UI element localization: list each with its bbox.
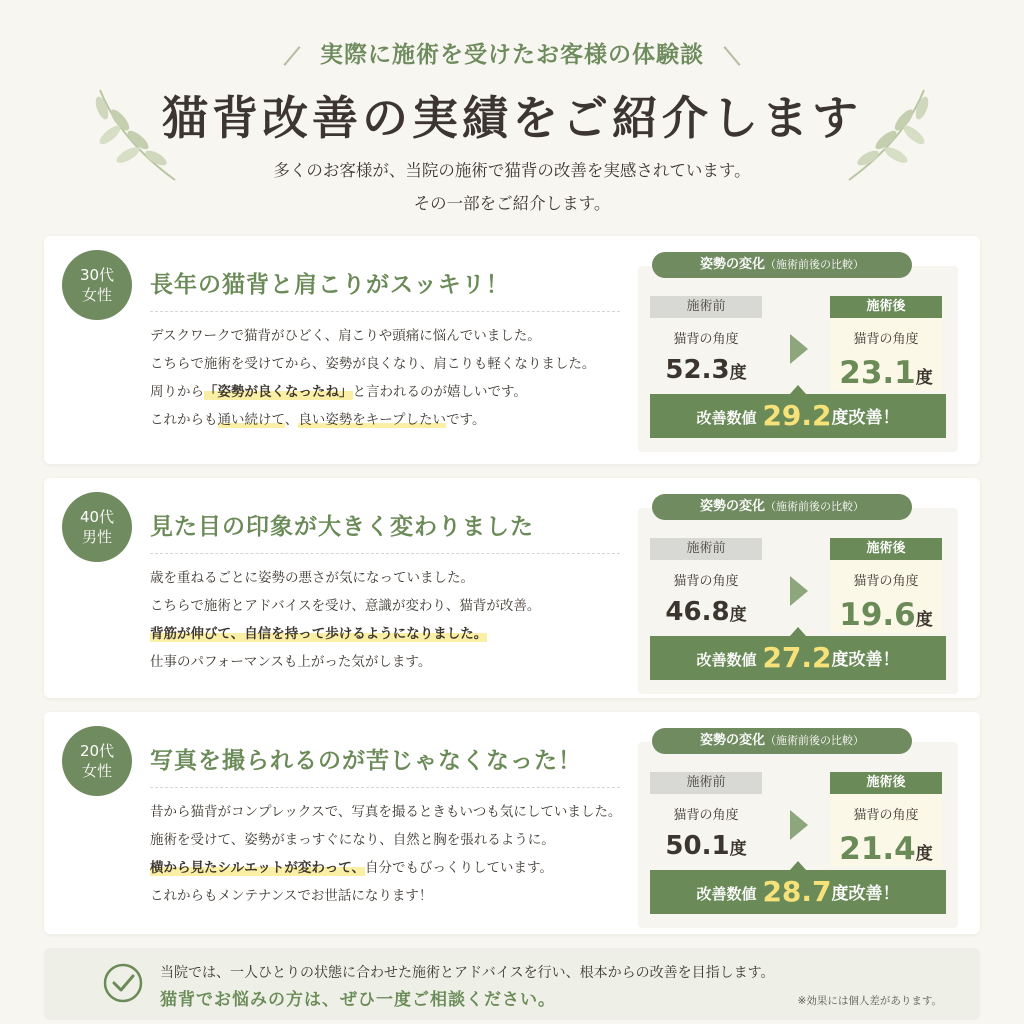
degree-unit: 度	[729, 363, 747, 383]
testimonial-line	[150, 406, 630, 434]
improvement-banner	[650, 636, 946, 680]
subheading-text: 実際に施術を受けたお客様の体験談	[320, 42, 704, 68]
footer-cta-text: 猫背でお悩みの方は、ぜひ一度ご相談ください。	[160, 990, 556, 1010]
page-title: 猫背改善の実績をご紹介します	[162, 91, 862, 145]
disclaimer-note: ※効果には個人差があります。	[797, 995, 942, 1007]
improvement-value: 29.2	[762, 399, 832, 432]
comparison-tag-label: 姿勢の変化	[699, 733, 765, 748]
comparison-tag-note: （施術前後の比較）	[765, 500, 864, 513]
comparison-tag-note: （施術前後の比較）	[765, 258, 864, 271]
text-segment: 昔から猫背がコンプレックスで、写真を撮るときもいつも気にしていました。	[150, 804, 622, 820]
improvement-label: 改善数値	[696, 651, 757, 669]
before-angle-value: 46.8	[665, 597, 730, 627]
gender-label: 女性	[81, 762, 112, 780]
highlighted-text: 背筋が伸びて、自信を持って歩けるようになりました。	[150, 626, 488, 642]
improvement-banner	[650, 870, 946, 914]
triangle-arrow-right-icon	[790, 810, 808, 840]
text-segment: と言われるのが嬉しいです。	[352, 384, 527, 400]
age-label: 30代	[79, 266, 115, 284]
before-angle	[650, 355, 762, 391]
comparison-tag-label: 姿勢の変化	[699, 499, 765, 514]
before-box	[650, 296, 762, 391]
before-angle-value: 50.1	[665, 831, 730, 861]
after-label: 施術後	[830, 296, 942, 318]
testimonial-card	[44, 712, 980, 934]
comparison-tag	[652, 494, 912, 520]
testimonial-line	[150, 854, 630, 882]
age-label: 40代	[79, 508, 115, 526]
testimonial-line	[150, 592, 630, 620]
after-angle-value: 23.1	[839, 355, 916, 391]
posture-comparison	[638, 252, 958, 448]
improvement-label: 改善数値	[696, 885, 757, 903]
after-label: 施術後	[830, 772, 942, 794]
before-box	[650, 538, 762, 633]
testimonial-line	[150, 350, 630, 378]
text-segment: 施術を受けて、姿勢がまっすぐになり、自然と胸を張れるように。	[150, 832, 555, 848]
testimonial-body	[150, 322, 630, 434]
after-label: 施術後	[830, 538, 942, 560]
highlighted-text: 通い続けて	[217, 412, 285, 428]
testimonial-body	[150, 564, 630, 676]
angle-label: 猫背の角度	[853, 574, 919, 589]
comparison-tag	[652, 252, 912, 278]
comparison-tag-label: 姿勢の変化	[699, 257, 765, 272]
testimonial-line	[150, 826, 630, 854]
angle-label: 猫背の角度	[853, 332, 919, 347]
degree-unit: 度	[915, 844, 933, 864]
testimonial-title: 写真を撮られるのが苦じゃなくなった！	[150, 742, 620, 788]
lead-text-line-2: その一部をご紹介します。	[413, 194, 611, 213]
before-angle	[650, 597, 762, 633]
angle-label: 猫背の角度	[673, 332, 739, 347]
text-segment: こちらで施術とアドバイスを受け、意識が変わり、猫背が改善。	[150, 598, 541, 614]
degree-unit: 度	[729, 839, 747, 859]
highlighted-text: 横から見たシルエットが変わって、	[150, 860, 365, 876]
after-angle-value: 21.4	[839, 831, 916, 867]
text-segment: デスクワークで猫背がひどく、肩こりや頭痛に悩んでいました。	[150, 328, 541, 344]
slash-decoration	[724, 46, 741, 66]
check-circle-icon	[102, 962, 144, 1004]
text-segment: 周りから	[150, 384, 204, 400]
before-label: 施術前	[650, 538, 762, 560]
text-segment: です。	[446, 412, 486, 428]
angle-label: 猫背の角度	[673, 808, 739, 823]
improvement-suffix: 度改善！	[831, 884, 900, 904]
testimonial-card	[44, 478, 980, 698]
after-box	[830, 538, 942, 633]
improvement-value: 27.2	[762, 641, 832, 674]
text-segment: これからもメンテナンスでお世話になります！	[150, 888, 433, 904]
before-angle-value: 52.3	[665, 355, 730, 385]
testimonial-line	[150, 378, 630, 406]
before-label: 施術前	[650, 772, 762, 794]
triangle-arrow-right-icon	[790, 334, 808, 364]
degree-unit: 度	[729, 605, 747, 625]
testimonial-line	[150, 798, 630, 826]
footer-text: 当院では、一人ひとりの状態に合わせた施術とアドバイスを行い、根本からの改善を目指します。	[160, 965, 775, 981]
page-header	[0, 0, 1024, 230]
lead-text-line-1: 多くのお客様が、当院の施術で猫背の改善を実感されています。	[273, 161, 751, 180]
testimonial-line	[150, 322, 630, 350]
degree-unit: 度	[915, 368, 933, 388]
text-segment: 仕事のパフォーマンスも上がった気がします。	[150, 654, 432, 670]
age-gender-badge	[62, 726, 132, 796]
improvement-label: 改善数値	[696, 409, 757, 427]
testimonial-line	[150, 882, 630, 910]
degree-unit: 度	[915, 610, 933, 630]
after-box	[830, 296, 942, 391]
after-angle	[830, 597, 942, 633]
after-angle	[830, 355, 942, 391]
text-segment: これからも	[150, 412, 218, 428]
testimonial-body	[150, 798, 630, 910]
testimonial-line	[150, 564, 630, 592]
testimonial-title: 見た目の印象が大きく変わりました	[150, 508, 620, 554]
comparison-tag-note: （施術前後の比較）	[765, 734, 864, 747]
improvement-suffix: 度改善！	[831, 408, 900, 428]
text-segment: 自分でもびっくりしています。	[365, 860, 553, 876]
testimonial-line	[150, 648, 630, 676]
section-subheading	[0, 36, 1024, 69]
before-box	[650, 772, 762, 867]
improvement-banner	[650, 394, 946, 438]
highlighted-text: 「姿勢が良くなったね」	[204, 384, 353, 400]
highlighted-text: 良い姿勢をキープしたい	[298, 412, 447, 428]
slash-decoration	[284, 46, 301, 66]
posture-comparison	[638, 494, 958, 690]
after-angle-value: 19.6	[839, 597, 916, 633]
angle-label: 猫背の角度	[853, 808, 919, 823]
text-segment: 歳を重ねるごとに姿勢の悪さが気になっていました。	[150, 570, 474, 586]
improvement-suffix: 度改善！	[831, 650, 900, 670]
comparison-tag	[652, 728, 912, 754]
testimonial-line	[150, 620, 630, 648]
gender-label: 男性	[81, 528, 112, 546]
after-angle	[830, 831, 942, 867]
age-gender-badge	[62, 250, 132, 320]
posture-comparison	[638, 728, 958, 924]
testimonial-card	[44, 236, 980, 464]
text-segment: 、	[284, 412, 299, 428]
before-angle	[650, 831, 762, 867]
footer-message	[44, 948, 980, 1020]
age-label: 20代	[79, 742, 115, 760]
improvement-value: 28.7	[762, 875, 832, 908]
triangle-arrow-right-icon	[790, 576, 808, 606]
testimonial-title: 長年の猫背と肩こりがスッキリ！	[150, 266, 620, 312]
gender-label: 女性	[81, 286, 112, 304]
text-segment: こちらで施術を受けてから、姿勢が良くなり、肩こりも軽くなりました。	[150, 356, 596, 372]
age-gender-badge	[62, 492, 132, 562]
after-box	[830, 772, 942, 867]
before-label: 施術前	[650, 296, 762, 318]
angle-label: 猫背の角度	[673, 574, 739, 589]
